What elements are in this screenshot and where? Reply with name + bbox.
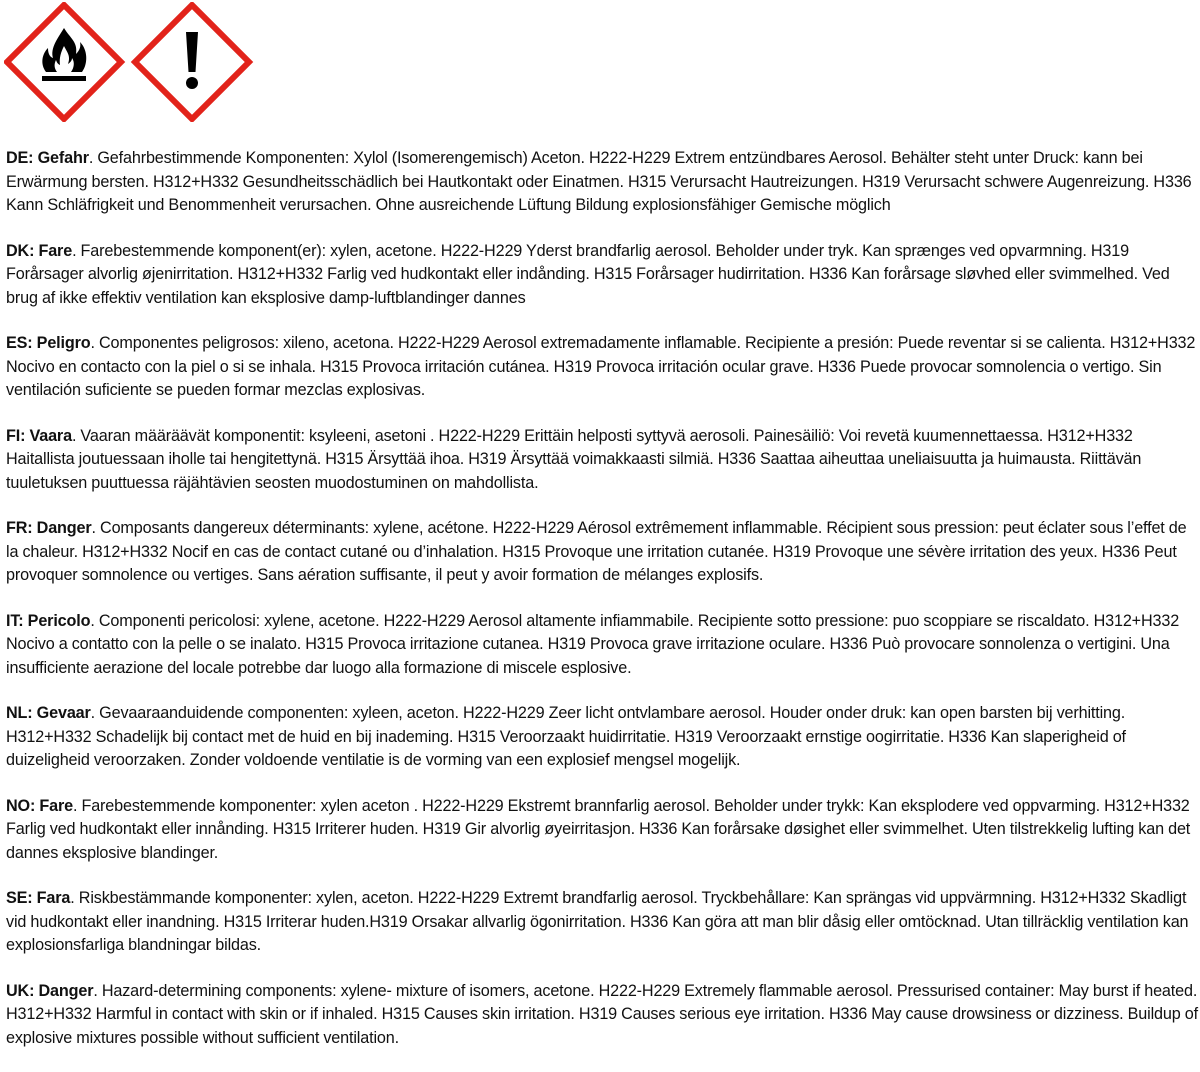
section-lead: DK: Fare — [6, 241, 73, 260]
hazard-pictograms — [4, 2, 254, 122]
section-text: . Composants dangereux déterminants: xylene, acétone. H222-H229 Aérosol extrêmement inflammable. Récipient sous pression: peut éclater sous l’effet de la chaleur. H312+H332 Nocif en cas de contact cutané ou d’inhalation. H315 Provoque une irritation cutanée. H319 Provoque une sévère irritation des yeux. H336 Peut provoquer somnolence ou vertiges. Sans aération suffisante, il peut y avoir formation de mélanges explosifs. — [6, 519, 1187, 584]
section-uk — [6, 980, 1200, 1051]
section-lead: DE: Gefahr — [6, 149, 89, 167]
section-lead: ES: Peligro — [6, 334, 91, 352]
section-lead: IT: Pericolo — [6, 611, 91, 630]
section-text: . Gefahrbestimmende Komponenten: Xylol (Isomerengemisch) Aceton. H222-H229 Extrem entzündbares Aerosol. Behälter steht unter Druck: kann bei Erwärmung bersten. H312+H332 Gesundheitsschädlich bei Hautkontakt oder Einatmen. H315 Verursacht Hautreizungen. H319 Verursacht schwere Augenreizung. H336 Kann Schläfrigkeit und Benommenheit verursachen. Ohne ausreichende Lüftung Bildung explosionsfähiger Gemische möglich — [6, 149, 1192, 214]
section-se — [6, 887, 1200, 958]
section-es — [6, 332, 1200, 403]
section-lead: NL: Gevaar — [6, 704, 91, 722]
section-text: . Componentes peligrosos: xileno, acetona. H222-H229 Aerosol extremadamente inflamable. Recipiente a presión: Puede reventar si se calienta. H312+H332 Nocivo en contacto con la piel o si se inhala. H315 Provoca irritación cutánea. H319 Provoca irritación ocular grave. H336 Puede provocar somnolencia o vertigo. Sin ventilación suficiente se pueden formar mezclas explosivas. — [6, 334, 1196, 399]
exclamation-mark-icon — [186, 32, 198, 89]
section-lead: SE: Fara — [6, 889, 71, 907]
section-text: . Gevaaraanduidende componenten: xyleen, aceton. H222-H229 Zeer licht ontvlambare aerosol. Houder onder druk: kan open barsten bij verhitting. H312+H332 Schadelijk bij contact met de huid en bij inademing. H315 Veroorzaakt huidirritatie. H319 Veroorzaakt ernstige oogirritatie. H336 Kan slaperigheid of duizeligheid veroorzaken. Zonder voldoende ventilatie is de vorming van een explosief mengsel mogelijk. — [6, 704, 1126, 769]
section-text: . Componenti pericolosi: xylene, acetone. H222-H229 Aerosol altamente infiammabile. Recipiente sotto pressione: puo scoppiare se riscaldato. H312+H332 Nocivo a contatto con la pelle o se inalato. H315 Provoca irritazione cutanea. H319 Provoca grave irritazione oculare. H336 Può provocare sonnolenza o vertigini. Una insufficiente aerazione del locale potrebbe dar luogo alla formazione di miscele esplosive. — [6, 611, 1180, 677]
section-text: . Hazard-determining components: xylene- mixture of isomers, acetone. H222-H229 Extremely flammable aerosol. Pressurised container: May burst if heated. H312+H332 Harmful in contact with skin or if inhaled. H315 Causes skin irritation. H319 Causes serious eye irritation. H336 May cause drowsiness or dizziness. Buildup of explosive mixtures possible without sufficient ventilation. — [6, 981, 1198, 1047]
exclamation-pictogram — [135, 5, 249, 119]
section-lead: UK: Danger — [6, 981, 94, 1000]
section-nl — [6, 702, 1200, 773]
section-de — [6, 147, 1200, 218]
section-dk — [6, 240, 1200, 311]
section-no — [6, 795, 1200, 866]
pictogram-row — [4, 2, 254, 122]
hazard-statements — [6, 147, 1200, 1072]
section-text: . Farebestemmende komponent(er): xylen, acetone. H222-H229 Yderst brandfarlig aerosol. Beholder under tryk. Kan sprænges ved opvarmning. H319 Forårsager alvorlig øjenirritation. H312+H332 Farlig ved hudkontakt eller indånding. H315 Forårsager hudirritation. H336 Kan forårsage sløvhed eller svimmelhed. Ved brug af ikke effektiv ventilation kan eksplosive damp-luftblandinger dannes — [6, 241, 1170, 307]
section-lead: NO: Fare — [6, 796, 73, 815]
section-text: . Farebestemmende komponenter: xylen aceton . H222-H229 Ekstremt brannfarlig aerosol. Beholder under trykk: Kan eksplodere ved oppvarming. H312+H332 Farlig ved hudkontakt eller innånding. H315 Irriterer huden. H319 Gir alvorlig øyeirritasjon. H336 Kan forårsake døsighet eller svimmelhet. Uten tilstrekkelig lufting kan det dannes eksplosive blandinger. — [6, 796, 1191, 862]
flame-pictogram — [7, 5, 121, 119]
section-text: . Riskbestämmande komponenter: xylen, aceton. H222-H229 Extremt brandfarlig aerosol. Tryckbehållare: Kan sprängas vid uppvärmning. H312+H332 Skadligt vid hudkontakt eller inandning. H315 Irriterar huden.H319 Orsakar allvarlig ögonirritation. H336 Kan göra att man blir dåsig eller omtöcknad. Utan tillräcklig ventilation kan explosionsfarliga blandningar bildas. — [6, 889, 1189, 954]
section-lead: FI: Vaara — [6, 426, 72, 445]
section-fr — [6, 517, 1200, 588]
section-lead: FR: Danger — [6, 519, 92, 537]
section-text: . Vaaran määräävät komponentit: ksyleeni, asetoni . H222-H229 Erittäin helposti syttyvä aerosoli. Painesäiliö: Voi revetä kuumennettaessa. H312+H332 Haitallista joutuessaan iholle tai hengitettynä. H315 Ärsyttää ihoa. H319 Ärsyttää voimakkaasti silmiä. H336 Saattaa aiheuttaa uneliaisuutta ja huimausta. Riittävän tuuletuksen puuttuessa räjähtävien seosten muodostuminen on mahdollista. — [6, 426, 1142, 492]
section-fi — [6, 425, 1200, 496]
section-it — [6, 610, 1200, 681]
